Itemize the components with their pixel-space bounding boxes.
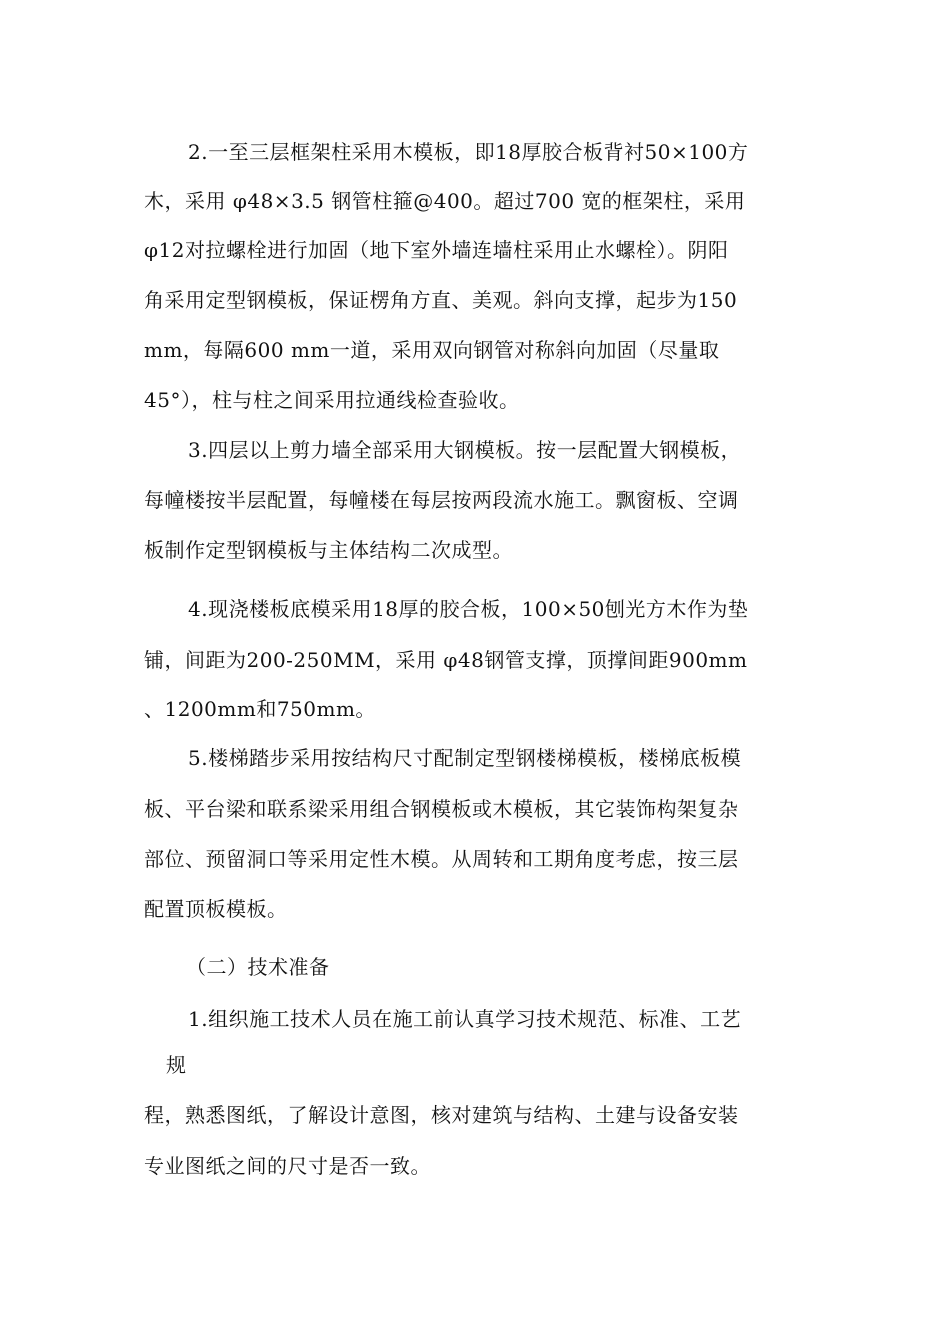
paragraph-3-line-2: 每幢楼按半层配置，每幢楼在每层按两段流水施工。飘窗板、空调: [144, 488, 739, 512]
paragraph-6-line-4: 专业图纸之间的尺寸是否一致。: [144, 1154, 431, 1178]
paragraph-2-line-3: φ12对拉螺栓进行加固（地下室外墙连墙柱采用止水螺栓）。阴阳: [144, 238, 729, 262]
paragraph-6-line-3: 程，熟悉图纸，了解设计意图，核对建筑与结构、土建与设备安装: [144, 1103, 739, 1127]
paragraph-2-line-4: 角采用定型钢模板，保证楞角方直、美观。斜向支撑，起步为150: [144, 288, 738, 312]
paragraph-2-line-6: 45°），柱与柱之间采用拉通线检查验收。: [144, 388, 520, 412]
paragraph-5-line-3: 部位、预留洞口等采用定性木模。从周转和工期角度考虑，按三层: [144, 847, 739, 871]
paragraph-4-line-3: 、1200mm和750mm。: [144, 697, 376, 721]
paragraph-3-line-3: 板制作定型钢模板与主体结构二次成型。: [144, 538, 513, 562]
paragraph-2-line-5: mm，每隔600 mm一道，采用双向钢管对称斜向加固（尽量取: [144, 338, 720, 362]
paragraph-5-line-1: 5.楼梯踏步采用按结构尺寸配制定型钢楼梯模板，楼梯底板模: [188, 746, 742, 770]
paragraph-5-line-2: 板、平台梁和联系梁采用组合钢模板或木模板，其它装饰构架复杂: [144, 797, 739, 821]
section-heading: （二）技术准备: [186, 955, 330, 979]
paragraph-5-line-4: 配置顶板模板。: [144, 897, 288, 921]
paragraph-6-line-1: 1.组织施工技术人员在施工前认真学习技术规范、标准、工艺: [188, 1007, 742, 1031]
paragraph-3-line-1: 3.四层以上剪力墙全部采用大钢模板。按一层配置大钢模板，: [188, 438, 742, 462]
paragraph-6-line-2: 规: [166, 1053, 187, 1077]
paragraph-2-line-2: 木，采用 φ48×3.5 钢管柱箍@400。超过700 宽的框架柱，采用: [144, 189, 746, 213]
paragraph-4-line-2: 铺，间距为200-250MM，采用 φ48钢管支撑，顶撑间距900mm: [144, 648, 748, 672]
paragraph-4-line-1: 4.现浇楼板底模采用18厚的胶合板，100×50刨光方木作为垫: [188, 597, 749, 621]
paragraph-2-line-1: 2.一至三层框架柱采用木模板，即18厚胶合板背衬50×100方: [188, 140, 749, 164]
